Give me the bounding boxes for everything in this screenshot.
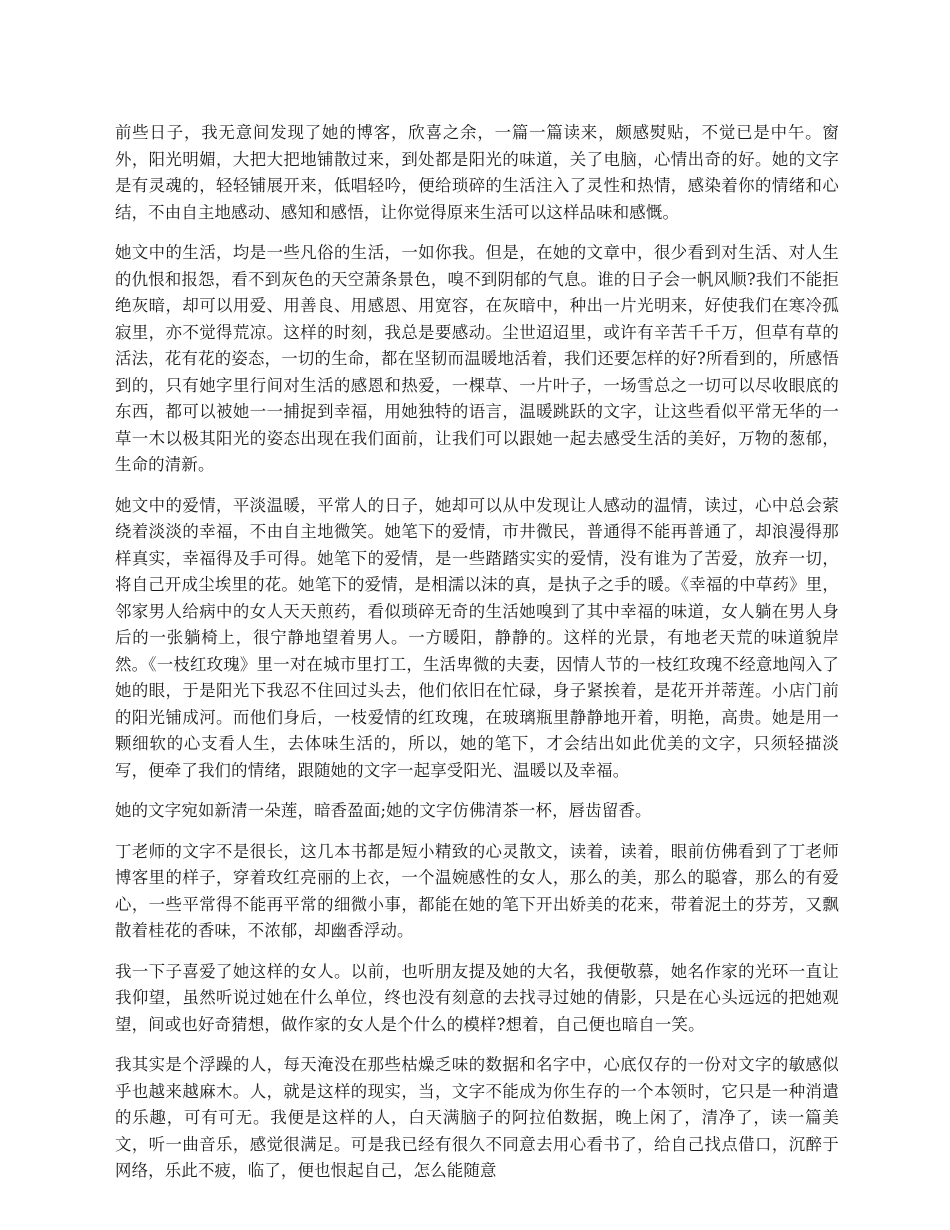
- paragraph-2: 她文中的生活，均是一些凡俗的生活，一如你我。但是，在她的文章中，很少看到对生活、对人生的仇恨和报怨，看不到灰色的天空萧条景色，嗅不到阴郁的气息。谁的日子会一帆风顺?我们不能拒绝灰暗，却可以用爱、用善良、用感恩、用宽容，在灰暗中，种出一片光明来，好使我们在寒冷孤寂里，亦不觉得荒凉。这样的时刻，我总是要感动。尘世迢迢里，或许有辛苦千千万，但草有草的活法，花有花的姿态，一切的生命，都在坚韧而温暖地活着，我们还要怎样的好?所看到的，所感悟到的，只有她字里行间对生活的感恩和热爱，一棵草、一片叶子，一场雪总之一切可以尽收眼底的东西，都可以被她一一捕捉到幸福，用她独特的语言，温暖跳跃的文字，让这些看似平常无华的一草一木以极其阳光的姿态出现在我们面前，让我们可以跟她一起去感受生活的美好，万物的葱郁，生命的清新。: [115, 243, 839, 474]
- paragraph-5: 丁老师的文字不是很长，这几本书都是短小精致的心灵散文，读着，读着，眼前仿佛看到了丁老师博客里的样子，穿着玫红亮丽的上衣，一个温婉感性的女人，那么的美，那么的聪睿，那么的有爱心，一些平常得不能再平常的细微小事，都能在她的笔下开出娇美的花来，带着泥土的芬芳，又飘散着桂花的香味，不浓郁，却幽香浮动。: [115, 841, 839, 940]
- paragraph-7: 我其实是个浮躁的人，每天淹没在那些枯燥乏味的数据和名字中，心底仅存的一份对文字的敏感似乎也越来越麻木。人，就是这样的现实，当，文字不能成为你生存的一个本领时，它只是一种消遣的乐趣，可有可无。我便是这样的人，白天满脑子的阿拉伯数据，晚上闲了，清净了，读一篇美文，听一曲音乐，感觉很满足。可是我已经有很久不同意去用心看书了，给自己找点借口，沉醉于网络，乐此不疲，临了，便也恨起自己，怎么能随意: [115, 1055, 839, 1180]
- paragraph-3: 她文中的爱情，平淡温暖，平常人的日子，她却可以从中发现让人感动的温情，读过，心中总会萦绕着淡淡的幸福，不由自主地微笑。她笔下的爱情，市井微民，普通得不能再普通了，却浪漫得那样真实，幸福得及手可得。她笔下的爱情，是一些踏踏实实的爱情，没有谁为了苦爱，放弃一切，将自己开成尘埃里的花。她笔下的爱情，是相濡以沫的真，是执子之手的暖。《幸福的中草药》里，邻家男人给病中的女人天天煎药，看似琐碎无奇的生活她嗅到了其中幸福的味道，女人躺在男人身后的一张躺椅上，很宁静地望着男人。一方暖阳，静静的。这样的光景，有地老天荒的味道貌岸然。《一枝红玫瑰》里一对在城市里打工，生活卑微的夫妻，因情人节的一枝红玫瑰不经意地闯入了她的眼，于是阳光下我忍不住回过头去，他们依旧在忙碌，身子紧挨着，是花开并蒂莲。小店门前的阳光铺成河。而他们身后，一枝爱情的红玫瑰，在玻璃瓶里静静地开着，明艳，高贵。她是用一颗细软的心支看人生，去体味生活的，所以，她的笔下，才会结出如此优美的文字，只须轻描淡写，便牵了我们的情绪，跟随她的文字一起享受阳光、温暖以及幸福。: [115, 495, 839, 780]
- paragraph-1: 前些日子，我无意间发现了她的博客，欣喜之余，一篇一篇读来，颇感熨贴，不觉已是中午。窗外，阳光明媚，大把大把地铺散过来，到处都是阳光的味道，关了电脑，心情出奇的好。她的文字是有灵魂的，轻轻铺展开来，低唱轻吟，便给琐碎的生活注入了灵性和热情，感染着你的情绪和心结，不由自主地感动、感知和感悟，让你觉得原来生活可以这样品味和感慨。: [115, 123, 839, 222]
- paragraph-6: 我一下子喜爱了她这样的女人。以前，也听朋友提及她的大名，我便敬慕，她名作家的光环一直让我仰望，虽然听说过她在什么单位，终也没有刻意的去找寻过她的倩影，只是在心头远远的把她观望，间或也好奇猜想，做作家的女人是个什么的模样?想着，自己便也暗自一笑。: [115, 961, 839, 1034]
- document-page: [115, 120, 839, 1199]
- paragraph-4: 她的文字宛如新清一朵莲，暗香盈面;她的文字仿佛清茶一杯，唇齿留香。: [115, 801, 652, 820]
